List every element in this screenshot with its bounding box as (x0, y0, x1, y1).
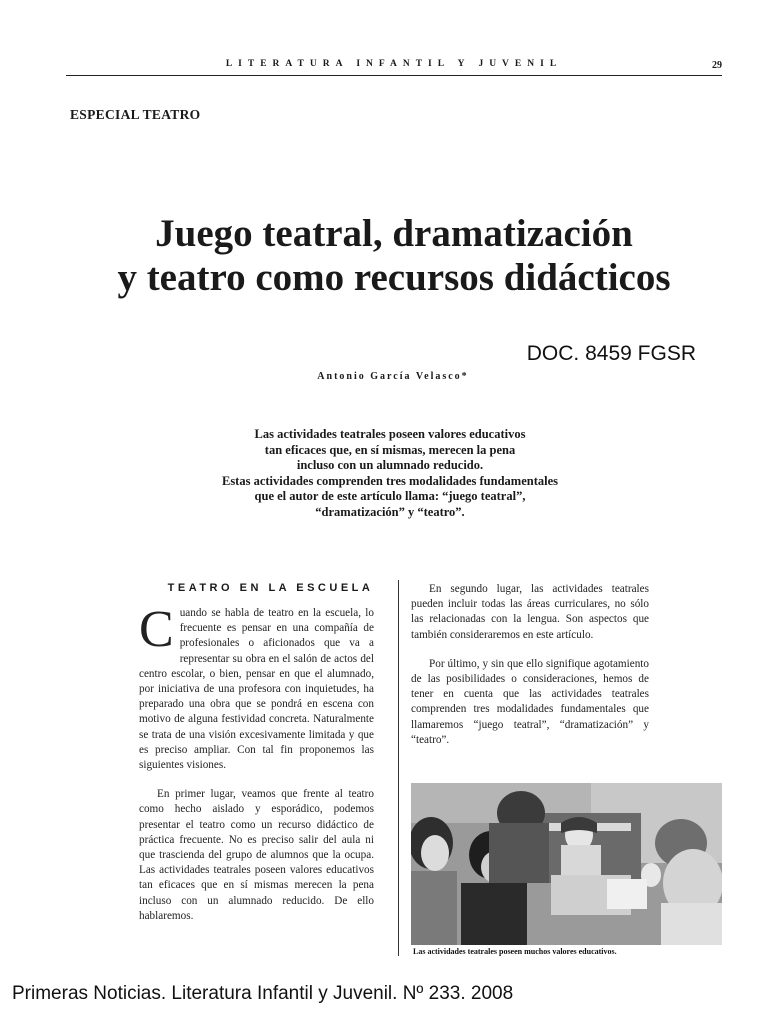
article-title-line-2: y teatro como recursos didácticos (117, 256, 671, 299)
column-divider (398, 580, 399, 956)
lead-line: que el autor de este artículo llama: “juego teatral”, (254, 489, 526, 503)
body-paragraph: Por último, y sin que ello signifique agotamiento de las posibilidades o consideraciones, hemos de tener en cuenta que las actividades teatrales comprenden tres modalidades fundamentales que llamaremos “juego teatral”, “dramatización” y “teatro”. (411, 657, 649, 746)
lead-line: incluso con un alumnado reducido. (296, 458, 484, 472)
paragraph-text: uando se habla de teatro en la escuela, lo frecuente es pensar en una compañía de profesionales o aficionados que va a representar su obra en el salón de actos del centro escolar, o bien, pensar en que el alumnado, por iniciativa de una profesora con inquietudes, ha preparado una obra que se pondrá en escena con motivo de alguna festividad concreta. Naturalmente se trata de una visión excesivamente limitada y que es preciso ampliar. Con tal fin proponemos las siguientes visiones. (139, 607, 374, 772)
lead-paragraph (160, 427, 620, 520)
lead-line: “dramatización” y “teatro”. (315, 504, 465, 519)
lead-line: tan eficaces que, en sí mismas, merecen la pena (264, 442, 516, 457)
drop-cap: C (139, 601, 174, 658)
article-title (60, 212, 728, 300)
classroom-photo (411, 783, 722, 945)
body-paragraph (139, 601, 374, 773)
running-title: LITERATURA INFANTIL Y JUVENIL (225, 59, 563, 69)
column-heading: TEATRO EN LA ESCUELA (167, 582, 374, 594)
lead-line: Las actividades teatrales poseen valores educativos (254, 427, 526, 441)
body-paragraph: En primer lugar, veamos que frente al teatro como hecho aislado y esporádico, podemos presentar el teatro como un recurso didáctico de práctica frecuente. No es preciso salir del aula ni que trascienda del grupo de alumnos que la ocupa. Las actividades teatrales poseen valores educativos tan eficaces que en sí mismas merecen la pena incluso con un alumnado reducido. De ello hablaremos. (139, 788, 374, 922)
section-label: ESPECIAL TEATRO (70, 107, 201, 122)
body-paragraph: En segundo lugar, las actividades teatrales pueden incluir todas las áreas curriculares, no sólo las relacionadas con la lengua. Son aspectos que también consideraremos en este artículo. (411, 583, 649, 641)
article-title-line-1: Juego teatral, dramatización (155, 212, 633, 255)
right-column-text (411, 582, 649, 748)
right-column (411, 582, 649, 762)
author-byline: Antonio García Velasco* (317, 371, 469, 382)
lead-line: Estas actividades comprenden tres modalidades fundamentales (221, 473, 559, 488)
left-column (139, 582, 374, 938)
running-header (66, 58, 722, 76)
photo-caption: Las actividades teatrales poseen muchos valores educativos. (413, 947, 617, 956)
left-column-text (139, 601, 374, 924)
photo-illustration (411, 783, 722, 945)
page-number: 29 (712, 60, 722, 71)
footer-citation: Primeras Noticias. Literatura Infantil y Juvenil. Nº 233. 2008 (12, 983, 514, 1004)
document-code: DOC. 8459 FGSR (526, 342, 696, 365)
